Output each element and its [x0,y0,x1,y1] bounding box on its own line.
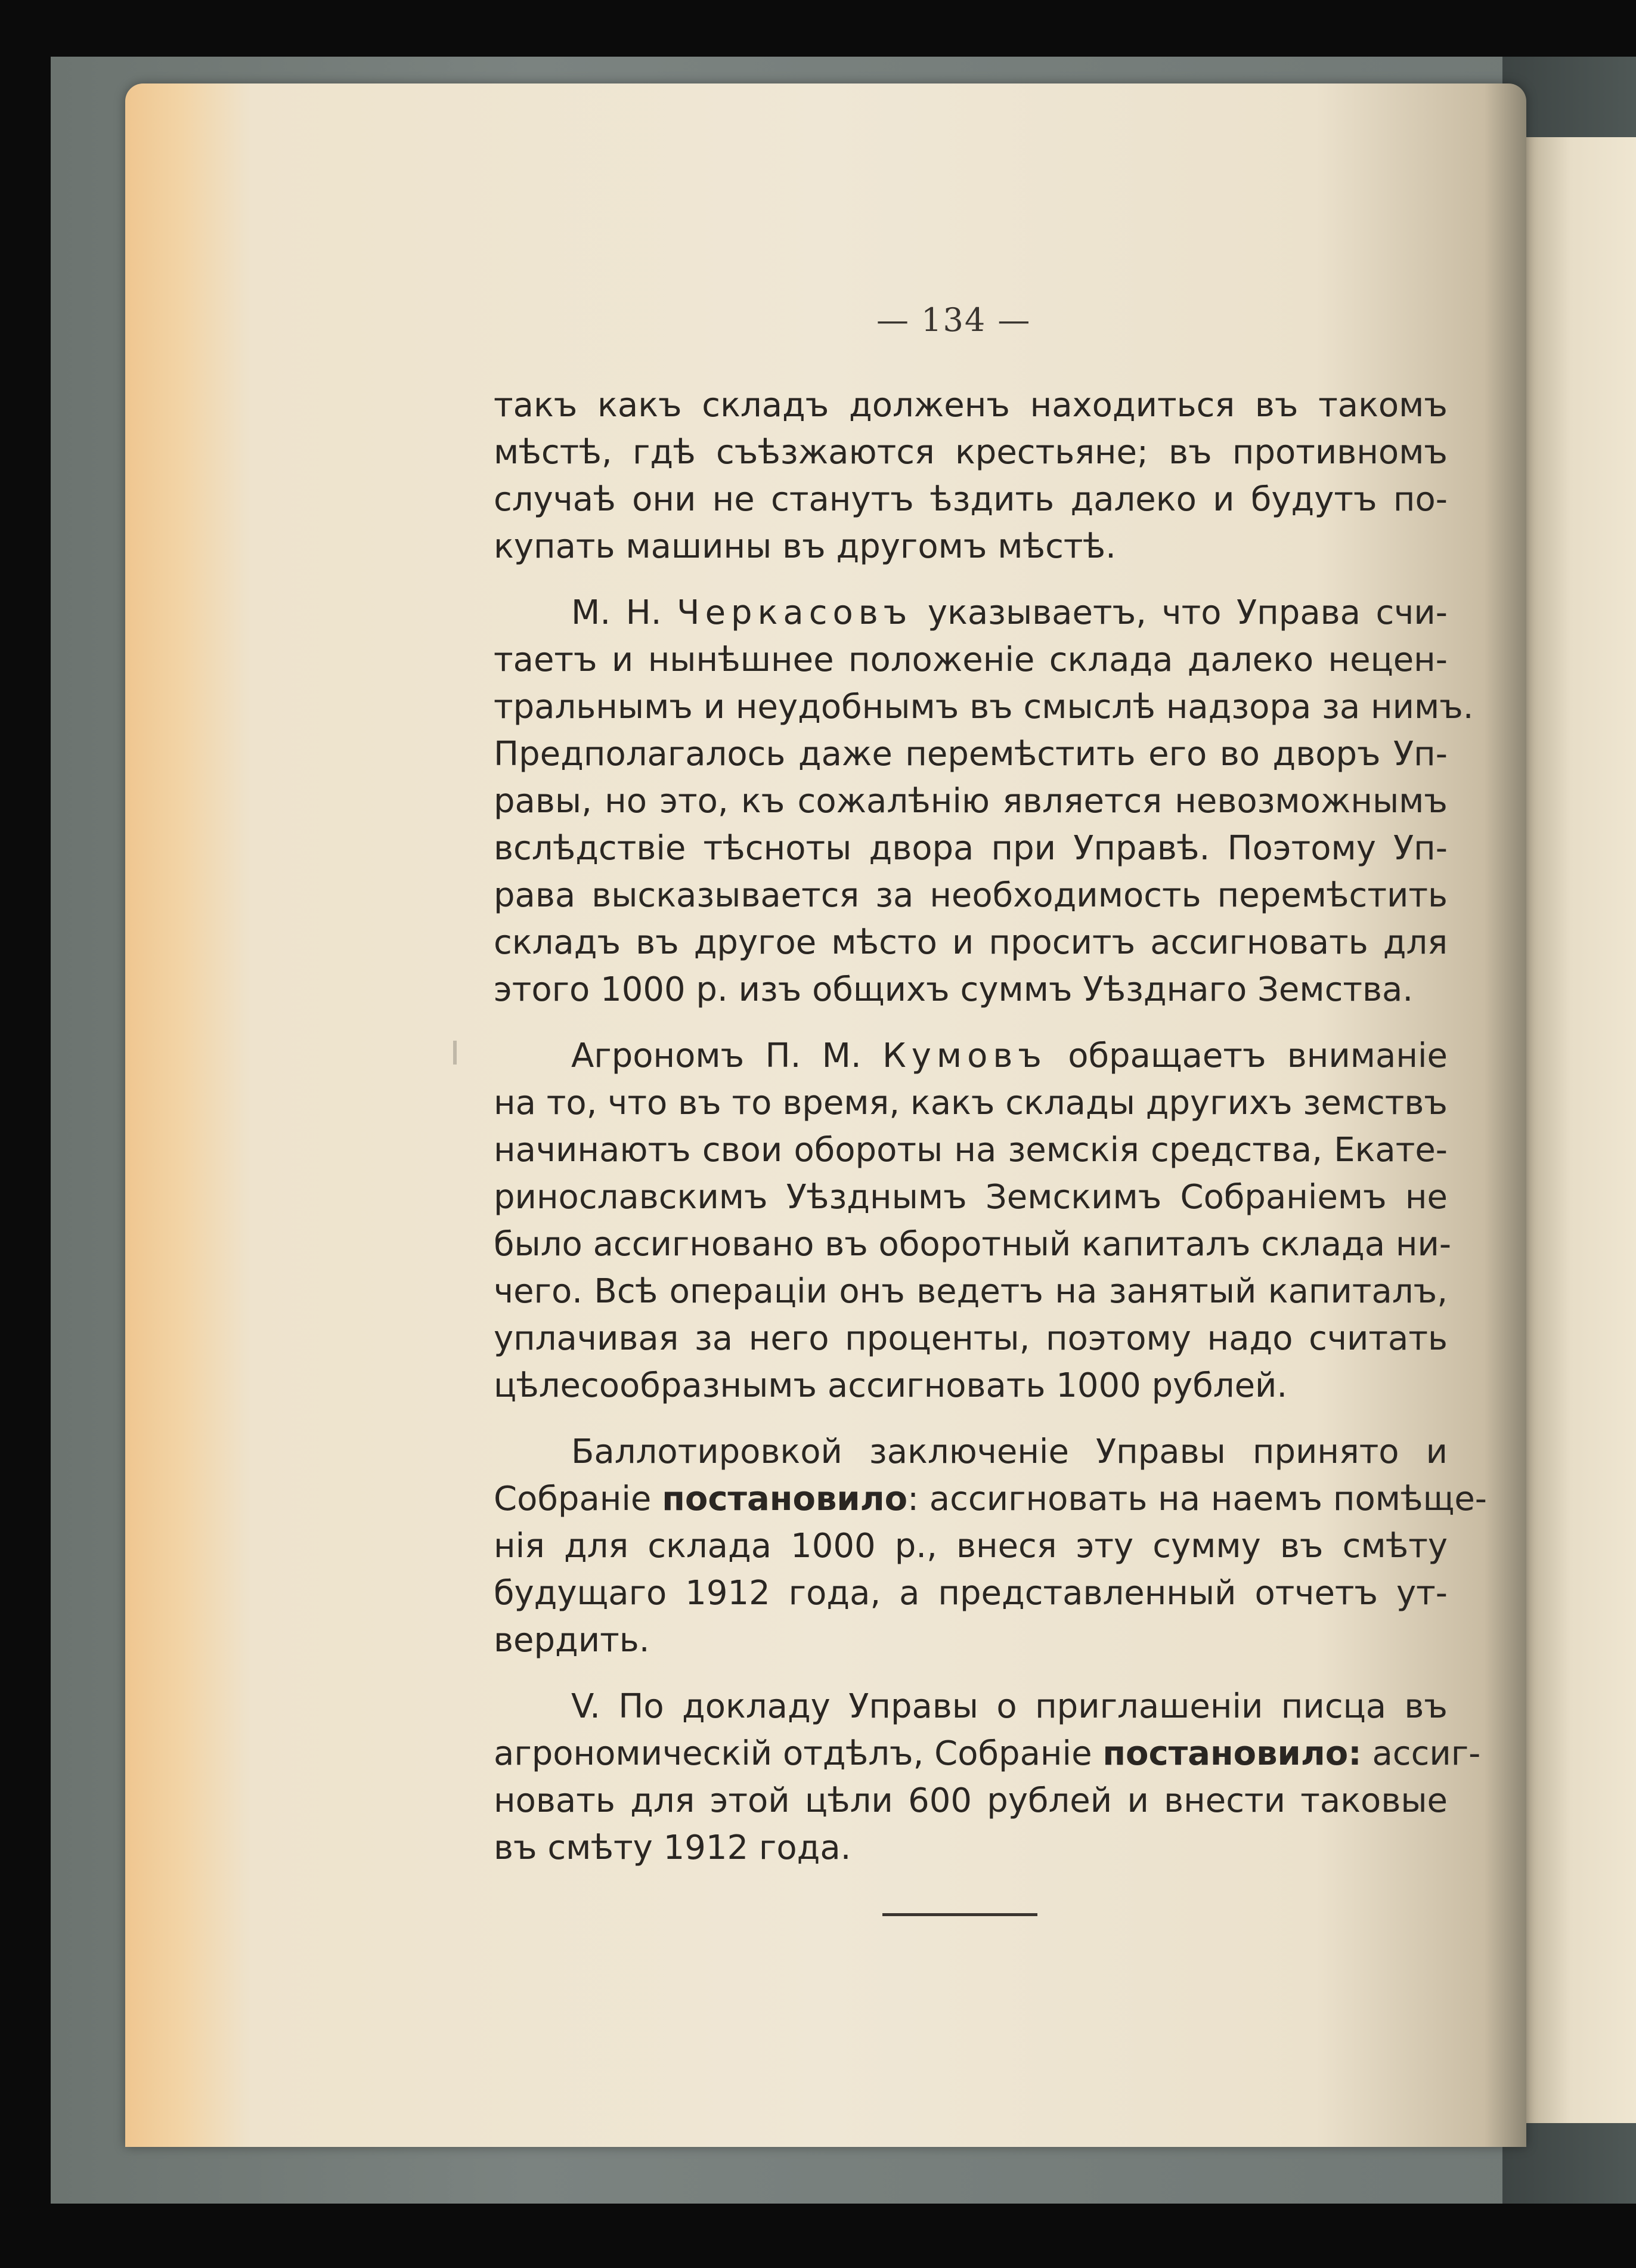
text-line: Баллотировкой заключеніе Управы принято и [571,1432,1448,1471]
text-line: купать машины въ другомъ мѣстѣ. [494,527,1116,566]
margin-mark [453,1041,457,1065]
paragraph-4 [494,1428,1488,1664]
page-body-text [494,382,1488,1890]
text-fragment: ассиг- [1361,1734,1481,1773]
text-line: было ассигновано въ оборотный капиталъ склада ни- [494,1225,1452,1264]
text-line: начинаютъ свои обороты на земскія средства, Екате- [494,1131,1448,1169]
text-line: Предполагалось даже перемѣстить его во дворъ Уп- [494,735,1448,773]
text-fragment: указываетъ, что Управа счи- [912,593,1448,632]
text-line [494,1730,1481,1777]
text-line: V. По докладу Управы о приглашеніи писца въ [571,1687,1448,1726]
text-line: уплачивая за него проценты, поэтому надо считать [494,1319,1448,1358]
text-line: вслѣдствіе тѣсноты двора при Управѣ. Поэтому Уп- [494,829,1448,868]
resolution-keyword: постановило [662,1480,908,1518]
text-fragment: : ассигновать на наемъ помѣще- [907,1480,1488,1518]
text-line: равы, но это, къ сожалѣнію является невозможнымъ [494,782,1448,821]
section-end-rule [882,1913,1037,1916]
text-line: тральнымъ и неудобнымъ въ смыслѣ надзора за нимъ. [494,688,1474,726]
text-line: цѣлесообразнымъ ассигновать 1000 рублей. [494,1366,1288,1405]
paragraph-5 [494,1683,1481,1871]
text-line [494,1475,1488,1523]
resolution-keyword: постановило: [1102,1734,1362,1773]
text-line: такъ какъ складъ долженъ находиться въ такомъ [494,386,1448,425]
paragraph-1 [494,382,1448,570]
text-line: чего. Всѣ операціи онъ ведетъ на занятый капиталъ, [494,1272,1448,1311]
text-line: вердить. [494,1621,650,1660]
paragraph-3 [494,1032,1452,1409]
text-fragment: Агрономъ П. М. [571,1036,882,1075]
text-line: нія для склада 1000 р., внеся эту сумму въ смѣту [494,1527,1448,1565]
text-fragment: агрономическій отдѣлъ, Собраніе [494,1734,1103,1773]
text-line: въ смѣту 1912 года. [494,1828,851,1867]
text-fragment: Собраніе [494,1480,662,1518]
text-line: таетъ и нынѣшнее положеніе склада далеко нецен- [494,641,1448,679]
text-line: новать для этой цѣли 600 рублей и внести таковые [494,1781,1448,1820]
text-line: на то, что въ то время, какъ склады другихъ земствъ [494,1084,1448,1122]
text-line: мѣстѣ, гдѣ съѣзжаются крестьяне; въ противномъ [494,433,1448,472]
text-line: ринославскимъ Уѣзднымъ Земскимъ Собраніемъ не [494,1178,1448,1217]
text-line [494,1032,1448,1079]
speaker-name: Черкасовъ [677,593,913,632]
facing-page-edge [1526,137,1636,2123]
text-fragment: М. Н. [571,593,677,632]
speaker-name: Кумовъ [882,1036,1047,1075]
text-line: рава высказывается за необходимость перемѣстить [494,876,1448,915]
text-line: складъ въ другое мѣсто и проситъ ассигновать для [494,923,1448,962]
text-line: будущаго 1912 года, а представленный отчетъ ут- [494,1574,1448,1613]
text-line: случаѣ они не станутъ ѣздить далеко и будутъ по- [494,480,1448,519]
page-number: — 134 — [876,301,1031,339]
text-line [494,589,1448,636]
paragraph-2 [494,589,1474,1013]
text-fragment: обращаетъ вниманіе [1046,1036,1448,1075]
text-line: этого 1000 р. изъ общихъ суммъ Уѣзднаго Земства. [494,970,1414,1009]
